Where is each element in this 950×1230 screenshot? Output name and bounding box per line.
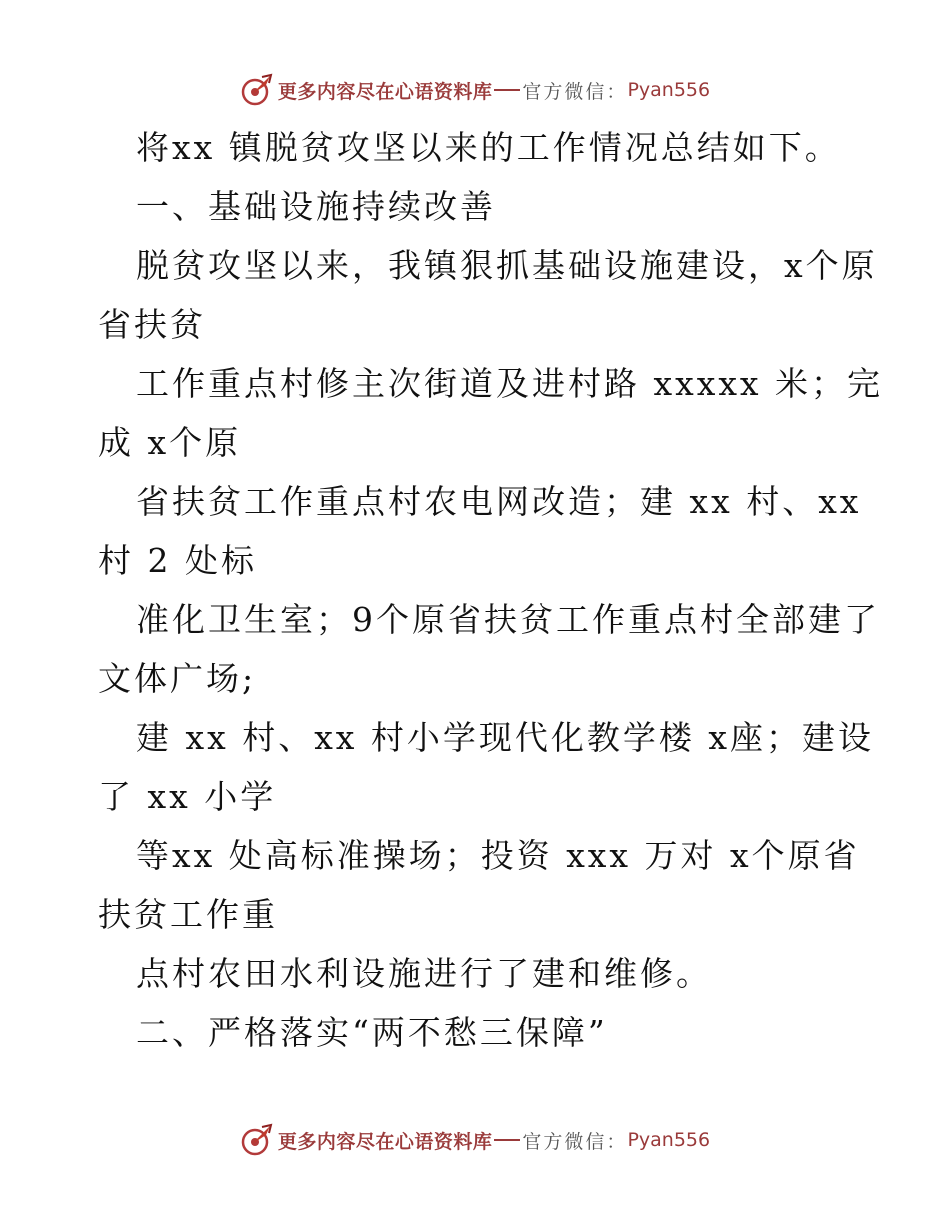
paragraph-line: 扶贫工作重 (98, 895, 278, 934)
paragraph-line: 省扶贫 (98, 305, 206, 344)
section-heading-1: 一、基础设施持续改善 (136, 187, 496, 226)
paragraph-line: 建 xx 村、xx 村小学现代化教学楼 x座；建设 (136, 718, 875, 757)
paragraph-line: 点村农田水利设施进行了建和维修。 (136, 954, 712, 993)
paragraph-line: 省扶贫工作重点村农电网改造；建 xx 村、xx (136, 482, 862, 521)
paragraph-line: 成 x个原 (98, 423, 242, 462)
paragraph-intro: 将xx 镇脱贫攻坚以来的工作情况总结如下。 (136, 128, 841, 167)
paragraph-line: 等xx 处高标准操场；投资 xxx 万对 x个原省 (136, 836, 860, 875)
watermark-wechat-id: Pyan556 (627, 1129, 711, 1151)
footer-watermark (0, 1120, 950, 1160)
quill-logo-icon (240, 1123, 274, 1157)
paragraph-line: 文体广场; (98, 659, 257, 698)
watermark-wechat-label: 官方微信： (522, 1130, 628, 1153)
section-heading-2: 二、严格落实“两不愁三保障” (136, 1013, 608, 1052)
header-watermark (0, 70, 950, 110)
watermark-dash (494, 1139, 520, 1141)
watermark-dash (494, 89, 520, 91)
paragraph-line: 村 2 处标 (98, 541, 257, 580)
paragraph-line: 脱贫攻坚以来，我镇狠抓基础设施建设，x个原 (136, 246, 878, 285)
quill-logo-icon (240, 73, 274, 107)
watermark-wechat-id: Pyan556 (627, 79, 711, 101)
watermark-main-text: 更多内容尽在心语资料库 (277, 1130, 493, 1153)
watermark-wechat-label: 官方微信： (522, 80, 628, 103)
paragraph-line: 了 xx 小学 (98, 777, 277, 816)
paragraph-line: 工作重点村修主次街道及进村路 xxxxx 米；完 (136, 364, 884, 403)
paragraph-line: 准化卫生室；9个原省扶贫工作重点村全部建了 (136, 600, 880, 639)
document-body (98, 118, 884, 1062)
watermark-main-text: 更多内容尽在心语资料库 (277, 80, 493, 103)
